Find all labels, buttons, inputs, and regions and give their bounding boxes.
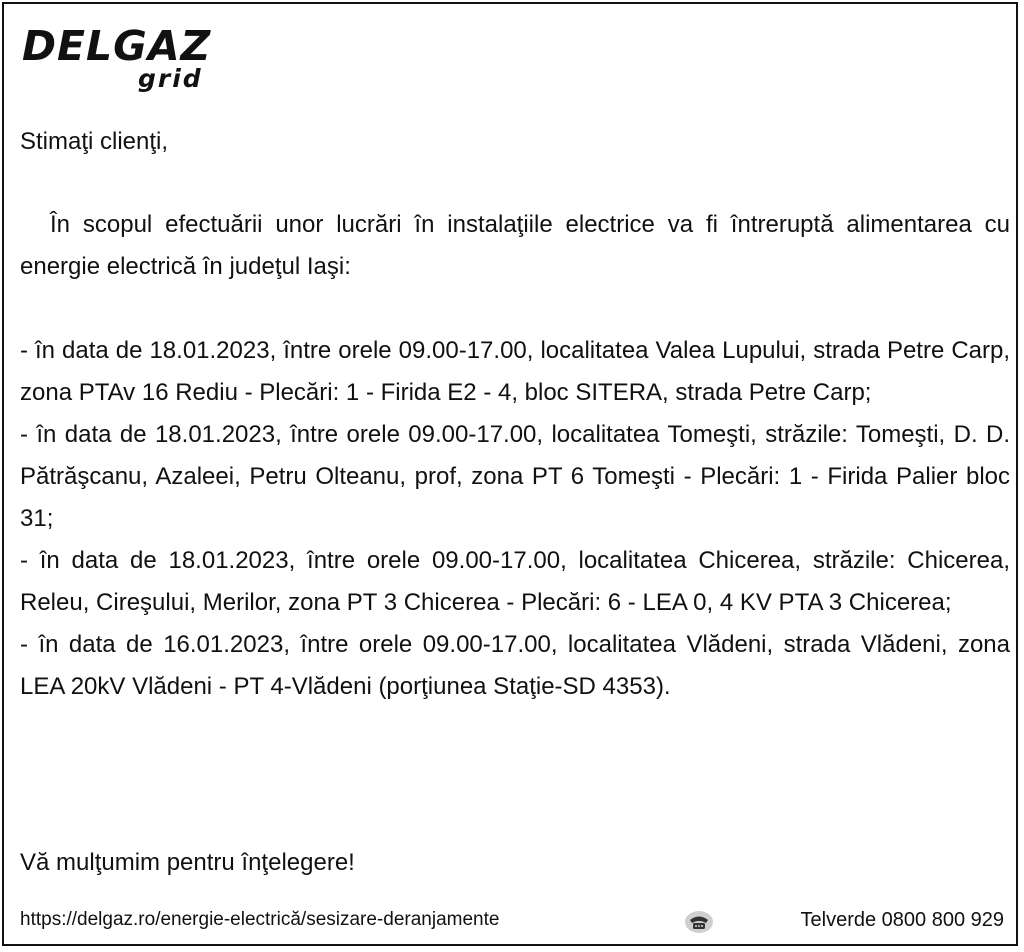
outage-notice: - în data de 18.01.2023, între orele 09.00-17.00, localitatea Tomeşti, străzile: Tomeşti, D. D. Pătrăşcanu, Azaleei, Petru Olteanu, prof, zona PT 6 Tomeşti - Plecări: 1 - Firida Palier bloc 31; bbox=[20, 421, 1010, 532]
logo-subtitle: grid bbox=[138, 64, 203, 93]
footer-url-link[interactable]: https://delgaz.ro/energie-electrică/sesizare-deranjamente bbox=[20, 909, 500, 930]
delgaz-logo bbox=[22, 22, 222, 98]
outage-notice: - în data de 18.01.2023, între orele 09.00-17.00, localitatea Valea Lupului, strada Petre Carp, zona PTAv 16 Rediu - Plecări: 1 - Firida E2 - 4, bloc SITERA, strada Petre Carp; bbox=[20, 337, 1010, 406]
greeting: Stimaţi clienţi, bbox=[20, 128, 169, 155]
outage-notice: - în data de 16.01.2023, între orele 09.00-17.00, localitatea Vlădeni, strada Vlădeni, zona LEA 20kV Vlădeni - PT 4-Vlădeni (porţiunea Staţie-SD 4353). bbox=[20, 631, 1010, 700]
outage-notice: - în data de 18.01.2023, între orele 09.00-17.00, localitatea Chicerea, străzile: Chicerea, Releu, Cireşului, Merilor, zona PT 3 Chicerea - Plecări: 6 - LEA 0, 4 KV PTA 3 Chicerea; bbox=[20, 547, 1010, 616]
notice-frame bbox=[2, 2, 1018, 946]
outage-notice-list bbox=[20, 330, 1010, 708]
intro-paragraph: În scopul efectuării unor lucrări în instalaţiile electrice va fi întreruptă alimentarea cu energie electrică în judeţul Iaşi: bbox=[20, 211, 1010, 280]
logo-wordmark: DELGAZ bbox=[22, 22, 212, 70]
thanks-message: Vă mulţumim pentru înţelegere! bbox=[20, 849, 355, 876]
telephone-icon bbox=[684, 910, 714, 934]
hotline-phone: Telverde 0800 800 929 bbox=[800, 909, 1004, 931]
